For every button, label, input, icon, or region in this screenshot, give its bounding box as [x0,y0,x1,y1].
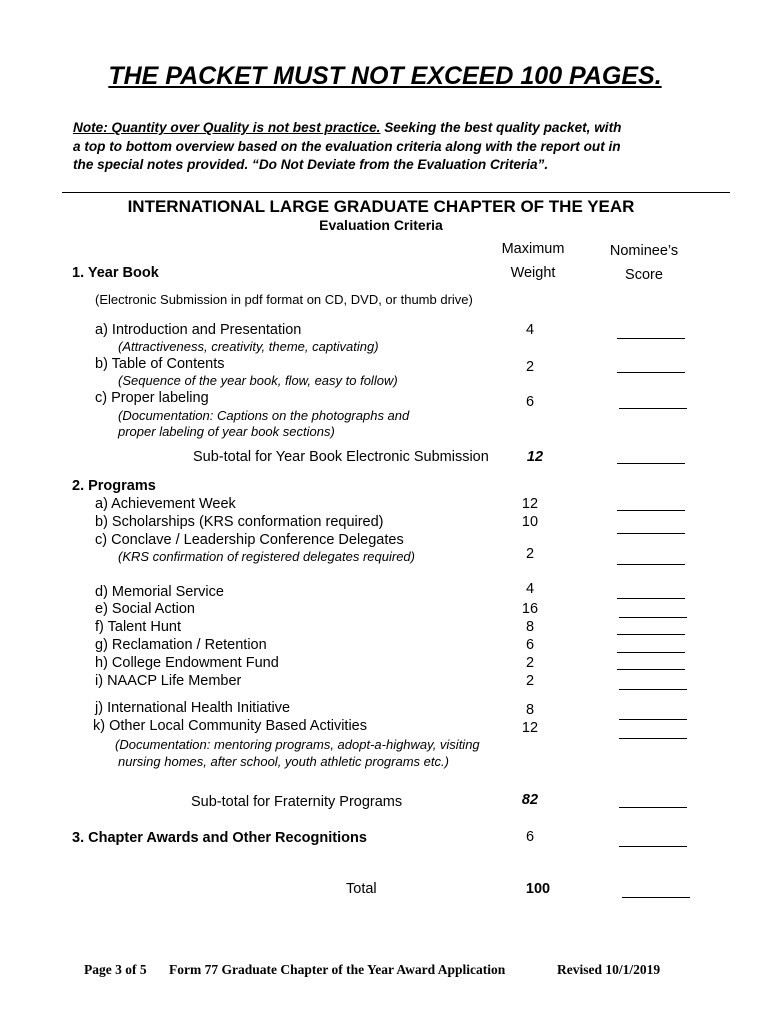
section3-weight: 6 [525,829,535,845]
yearbook-item-a-weight: 4 [525,322,535,338]
note-line-1 [73,120,621,135]
total-score-blank[interactable] [622,897,690,898]
program-item-g-weight: 6 [525,637,535,653]
total-label: Total [346,881,377,897]
score-blank[interactable] [619,719,687,720]
yearbook-item-b-detail: (Sequence of the year book, flow, easy to follow) [118,373,398,388]
footer-revised-date: Revised 10/1/2019 [557,962,661,977]
section1-title: 1. Year Book [72,265,159,281]
program-item-g: g) Reclamation / Retention [95,637,267,653]
max-weight-header-1: Maximum [501,241,565,257]
section1-note: (Electronic Submission in pdf format on CD, DVD, or thumb drive) [95,292,473,307]
yearbook-item-c: c) Proper labeling [95,390,209,406]
yearbook-item-a: a) Introduction and Presentation [95,322,302,338]
max-weight-header-2: Weight [510,265,556,281]
score-blank[interactable] [619,846,687,847]
score-blank[interactable] [617,669,685,670]
section2-title: 2. Programs [72,478,156,494]
yearbook-item-c-weight: 6 [525,394,535,410]
program-item-h: h) College Endowment Fund [95,655,279,671]
program-item-c: c) Conclave / Leadership Conference Delegates [95,532,404,548]
score-blank[interactable] [619,617,687,618]
note-line-3: the special notes provided. “Do Not Deviate from the Evaluation Criteria”. [73,157,549,172]
score-blank[interactable] [619,408,687,409]
program-item-k-detail-2: nursing homes, after school, youth athletic programs etc.) [118,754,449,769]
score-blank[interactable] [617,533,685,534]
score-blank[interactable] [619,689,687,690]
yearbook-item-c-detail: (Documentation: Captions on the photographs and [118,408,410,423]
program-item-a: a) Achievement Week [95,496,236,512]
score-blank[interactable] [617,372,685,373]
yearbook-item-b: b) Table of Contents [95,356,225,372]
yearbook-subtotal-weight: 12 [526,449,544,465]
section3-title: 3. Chapter Awards and Other Recognitions [72,830,367,846]
score-blank[interactable] [617,652,685,653]
score-blank[interactable] [619,807,687,808]
note-line-2: a top to bottom overview based on the evaluation criteria along with the report out in [73,139,621,154]
program-item-a-weight: 12 [521,496,539,512]
program-item-d: d) Memorial Service [95,584,224,600]
programs-subtotal-weight: 82 [521,792,539,808]
score-blank[interactable] [617,598,685,599]
program-item-f-weight: 8 [525,619,535,635]
program-item-j: j) International Health Initiative [95,700,291,716]
program-item-i-weight: 2 [525,673,535,689]
program-item-i: i) NAACP Life Member [95,673,242,689]
program-item-b: b) Scholarships (KRS conformation required) [95,514,384,530]
page-title: THE PACKET MUST NOT EXCEED 100 PAGES. [108,62,662,90]
program-item-e: e) Social Action [95,601,195,617]
score-blank[interactable] [617,338,685,339]
program-item-k-detail: (Documentation: mentoring programs, adopt-a-highway, visiting [115,737,480,752]
divider [62,192,730,193]
program-item-c-detail: (KRS confirmation of registered delegates required) [118,549,415,564]
total-weight: 100 [525,881,551,897]
score-header-2: Score [625,267,663,283]
note-rest: Seeking the best quality packet, with [380,120,622,135]
score-blank[interactable] [617,634,685,635]
footer-page-number: Page 3 of 5 [84,962,147,977]
section-heading: INTERNATIONAL LARGE GRADUATE CHAPTER OF THE YEAR [127,197,635,216]
score-blank[interactable] [617,463,685,464]
yearbook-item-a-detail: (Attractiveness, creativity, theme, captivating) [118,339,379,354]
program-item-h-weight: 2 [525,655,535,671]
program-item-j-weight: 8 [525,702,535,718]
note-underlined: Note: Quantity over Quality is not best practice. [73,120,381,135]
program-item-b-weight: 10 [521,514,539,530]
yearbook-item-b-weight: 2 [525,359,535,375]
score-blank[interactable] [617,564,685,565]
program-item-k-weight: 12 [521,720,539,736]
program-item-e-weight: 16 [521,601,539,617]
program-item-d-weight: 4 [525,581,535,597]
yearbook-item-c-detail-2: proper labeling of year book sections) [118,424,335,439]
footer-form-title: Form 77 Graduate Chapter of the Year Award Application [169,962,506,977]
yearbook-subtotal-label: Sub-total for Year Book Electronic Submission [193,449,489,465]
program-item-f: f) Talent Hunt [95,619,181,635]
score-blank[interactable] [619,738,687,739]
section-subheading: Evaluation Criteria [319,217,443,233]
program-item-c-weight: 2 [525,546,535,562]
score-header-1: Nominee’s [609,243,679,259]
program-item-k: k) Other Local Community Based Activities [93,718,367,734]
programs-subtotal-label: Sub-total for Fraternity Programs [191,794,403,810]
score-blank[interactable] [617,510,685,511]
